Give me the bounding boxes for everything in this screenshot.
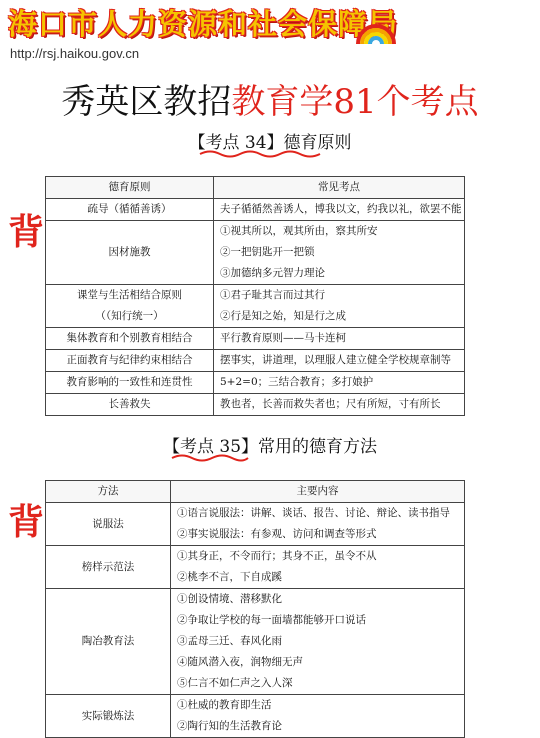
squiggle-underline-35 [170, 452, 250, 462]
row-label: 疏导（循循善诱） [46, 199, 214, 221]
row-label: 教育影响的一致性和连贯性 [46, 372, 214, 394]
content-line: ④随风潜入夜，润物细无声 [177, 656, 303, 668]
row-label: 长善救失 [46, 394, 214, 416]
column-header: 方法 [46, 481, 171, 503]
header-banner [0, 0, 540, 122]
column-header: 常见考点 [214, 177, 465, 199]
content-line: ①君子耻其言而过其行 [220, 289, 325, 301]
column-header: 主要内容 [171, 481, 465, 503]
table-row [46, 503, 465, 546]
content-line: 夫子循循然善诱人，博我以文，约我以礼，欲罢不能 [220, 203, 462, 215]
content-line: ②事实说服法：有参观、访问和调查等形式 [177, 528, 377, 540]
rainbow-icon [355, 20, 397, 46]
content-line: ②争取让学校的每一面墙都能够开口说话 [177, 614, 366, 626]
content-line: 5+2=0；三结合教育；多打娘护 [220, 376, 374, 388]
row-content [171, 695, 465, 738]
table-row [46, 695, 465, 738]
row-label-line: （（知行统一） [95, 310, 164, 322]
row-label: 实际锻炼法 [46, 695, 171, 738]
principles-table [45, 176, 465, 416]
memorize-mark-2: 背 [8, 501, 45, 543]
row-label: 集体教育和个别教育相结合 [46, 328, 214, 350]
row-content [214, 350, 465, 372]
memorize-mark-1: 背 [8, 211, 45, 253]
row-label: 陶冶教育法 [46, 589, 171, 695]
row-label: 说服法 [46, 503, 171, 546]
row-content [214, 372, 465, 394]
table-row [46, 394, 465, 416]
brand-logo-text: 海口市人力资源和社会保障局 [8, 7, 399, 41]
row-label: 因材施教 [46, 221, 214, 285]
row-label [46, 285, 214, 328]
row-label-line: 课堂与生活相结合原则 [77, 289, 182, 301]
row-content [214, 394, 465, 416]
content-line: ①视其所以，观其所由，察其所安 [220, 225, 378, 237]
table-header-row [46, 177, 465, 199]
row-content [214, 199, 465, 221]
table-row [46, 589, 465, 695]
content-line: ①杜威的教育即生活 [177, 699, 272, 711]
table-row [46, 372, 465, 394]
content-line: ②一把钥匙开一把锁 [220, 246, 315, 258]
row-content [171, 589, 465, 695]
squiggle-underline-34 [198, 148, 328, 158]
table-header-row [46, 481, 465, 503]
content-line: ②陶行知的生活教育论 [177, 720, 282, 732]
content-line: ③孟母三迁、春风化雨 [177, 635, 282, 647]
title-part-black: 秀英区教招 [61, 82, 232, 122]
section-title-35: 【考点 35】常用的德育方法 [162, 437, 378, 457]
row-content [171, 546, 465, 589]
content-line: ②桃李不言，下自成蹊 [177, 571, 282, 583]
column-header: 德育原则 [46, 177, 214, 199]
content-line: ①创设情境、潜移默化 [177, 593, 282, 605]
content-line: ①其身正，不令而行；其身不正，虽令不从 [177, 550, 377, 562]
page-title [0, 74, 540, 123]
content-line: ②行是知之始，知是行之成 [220, 310, 346, 322]
table-row [46, 285, 465, 328]
content-line: ③加德纳多元智力理论 [220, 267, 325, 279]
content-line: 摆事实，讲道理，以理服人建立健全学校规章制等 [220, 354, 451, 366]
row-content [171, 503, 465, 546]
site-url[interactable]: http://rsj.haikou.gov.cn [10, 46, 140, 61]
table-row [46, 221, 465, 285]
row-content [214, 221, 465, 285]
row-content [214, 285, 465, 328]
section-title-34: 【考点 34】德育原则 [188, 133, 352, 153]
table-row [46, 350, 465, 372]
methods-table [45, 480, 465, 738]
table-row [46, 199, 465, 221]
table-row [46, 328, 465, 350]
content-line: ①语言说服法：讲解、谈话、报告、讨论、辩论、读书指导 [177, 507, 450, 519]
title-part-red: 教育学81个考点 [231, 82, 479, 122]
content-line: ⑤仁言不如仁声之入人深 [177, 677, 293, 689]
content-line: 平行教育原则——马卡连柯 [220, 332, 346, 344]
content-line: 教也者，长善而救失者也；尺有所短，寸有所长 [220, 398, 441, 410]
row-label: 正面教育与纪律约束相结合 [46, 350, 214, 372]
row-content [214, 328, 465, 350]
table-row [46, 546, 465, 589]
row-label: 榜样示范法 [46, 546, 171, 589]
